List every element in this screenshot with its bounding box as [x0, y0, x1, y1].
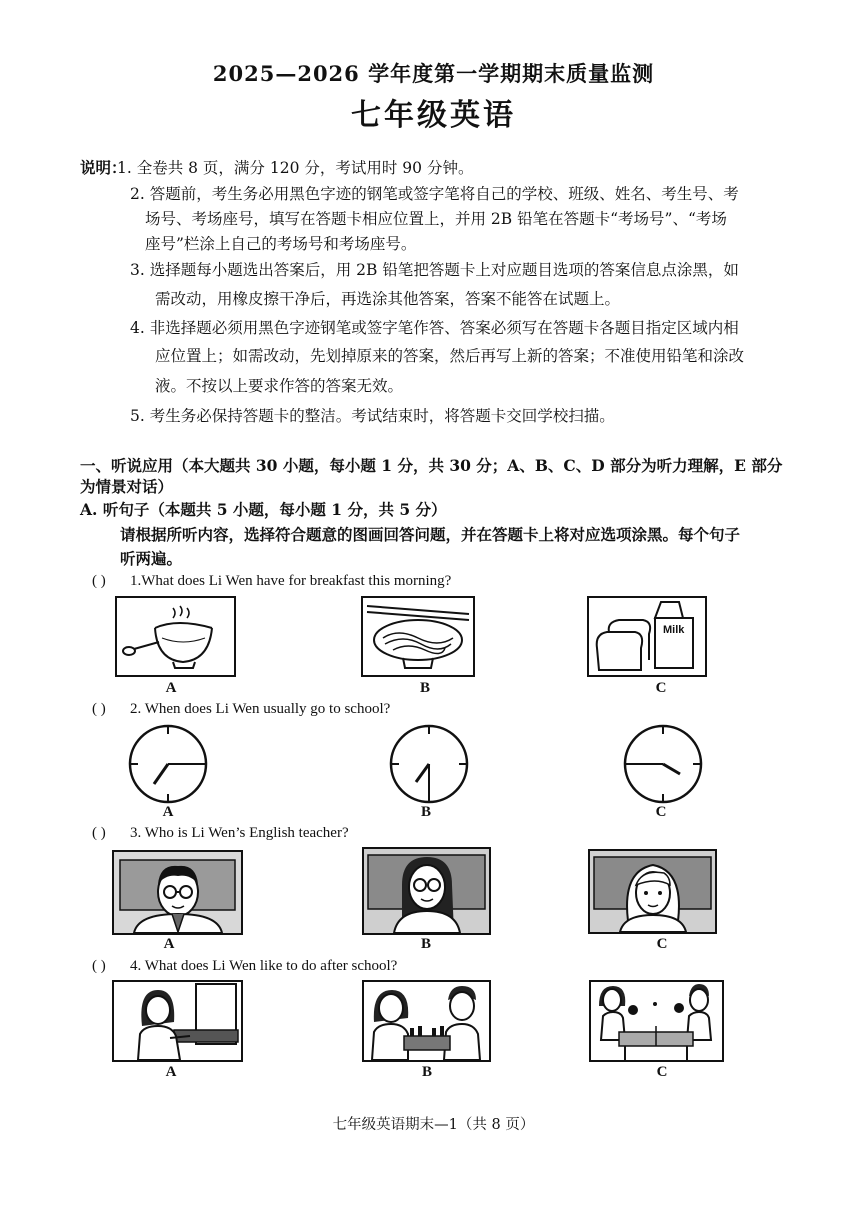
option-label-b: B — [419, 680, 430, 696]
instruction-line: 5. 考生务必保持答题卡的整洁。考试结束时，将答题卡交回学校扫描。 — [130, 407, 615, 425]
option-label-c: C — [655, 804, 667, 820]
instruction-line: 应位置上；如需改动，先划掉原来的答案，然后再写上新的答案；不准使用铅笔和涂改 — [155, 347, 745, 365]
instruction-line: 需改动，用橡皮擦干净后，再选涂其他答案，答案不能答在试题上。 — [155, 290, 621, 308]
answer-blank[interactable]: ( ) — [92, 825, 106, 841]
playing-piano-icon[interactable] — [112, 980, 243, 1062]
question-text: 4. What does Li Wen like to do after school? — [130, 958, 398, 974]
instruction-line: 液。不按以上要求作答的答案无效。 — [155, 377, 404, 395]
clock-icon[interactable] — [386, 724, 472, 804]
instruction-line: 4. 非选择题必须用黑色字迹钢笔或签字笔作答、答案必须写在答题卡各题目指定区域内相 — [130, 319, 739, 337]
playing-ping-pong-icon[interactable] — [589, 980, 724, 1062]
part-a-title: A. 听句子（本题共 5 小题，每小题 1 分，共 5 分） — [80, 500, 447, 519]
instruction-line: 座号”栏涂上自己的考场号和考场座号。 — [145, 235, 417, 253]
question-text: 2. When does Li Wen usually go to school? — [130, 701, 391, 717]
section-heading: 一、听说应用（本大题共 30 小题，每小题 1 分，共 30 分；A、B、C、D 部分为听力理解，E 部分 — [80, 456, 783, 475]
noodles-bowl-icon[interactable] — [361, 596, 475, 677]
option-label-c: C — [656, 1064, 668, 1080]
male-teacher-icon[interactable] — [112, 850, 243, 935]
bread-and-milk-icon[interactable] — [587, 596, 707, 677]
exam-subject: 七年级英语 — [351, 98, 516, 133]
option-label-a: A — [165, 680, 177, 696]
page-footer: 七年级英语期末—1（共 8 页） — [332, 1117, 535, 1133]
clock-icon[interactable] — [620, 724, 706, 804]
instruction-line: 3. 选择题每小题选出答案后，用 2B 铅笔把答题卡上对应题目选项的答案信息点涂黑，如 — [130, 261, 739, 279]
porridge-bowl-icon[interactable] — [115, 596, 236, 677]
female-teacher-glasses-icon[interactable] — [362, 847, 491, 935]
option-label-b: B — [420, 936, 431, 952]
answer-blank[interactable]: ( ) — [92, 573, 106, 589]
female-teacher-icon[interactable] — [588, 849, 717, 934]
milk-label: Milk — [663, 624, 685, 636]
answer-blank[interactable]: ( ) — [92, 958, 106, 974]
option-label-a: A — [163, 936, 175, 952]
instruction-line: 场号、考场座号，填写在答题卡相应位置上，并用 2B 铅笔在答题卡“考场号”、“考场 — [145, 210, 727, 228]
option-label-b: B — [421, 1064, 432, 1080]
section-heading-cont: 为情景对话） — [80, 477, 174, 496]
part-a-description: 请根据所听内容，选择符合题意的图画回答问题，并在答题卡上将对应选项涂黑。每个句子 — [120, 525, 741, 544]
option-label-c: C — [655, 680, 667, 696]
answer-blank[interactable]: ( ) — [92, 701, 106, 717]
question-text: 3. Who is Li Wen’s English teacher? — [130, 825, 349, 841]
option-label-b: B — [420, 804, 431, 820]
instruction-line: 1. 全卷共 8 页，满分 120 分，考试用时 90 分钟。 — [117, 159, 474, 177]
question-text: 1.What does Li Wen have for breakfast this morning? — [130, 573, 452, 589]
instruction-line: 2. 答题前，考生务必用黑色字迹的钢笔或签字笔将自己的学校、班级、姓名、考生号、考 — [130, 185, 739, 203]
clock-icon[interactable] — [125, 724, 211, 804]
option-label-a: A — [165, 1064, 177, 1080]
exam-title: 2025—2026 学年度第一学期期末质量监测 — [212, 61, 655, 86]
option-label-c: C — [656, 936, 668, 952]
playing-chess-icon[interactable] — [362, 980, 491, 1062]
option-label-a: A — [162, 804, 174, 820]
part-a-description-cont: 听两遍。 — [120, 549, 183, 568]
instructions-label: 说明： — [80, 158, 127, 177]
